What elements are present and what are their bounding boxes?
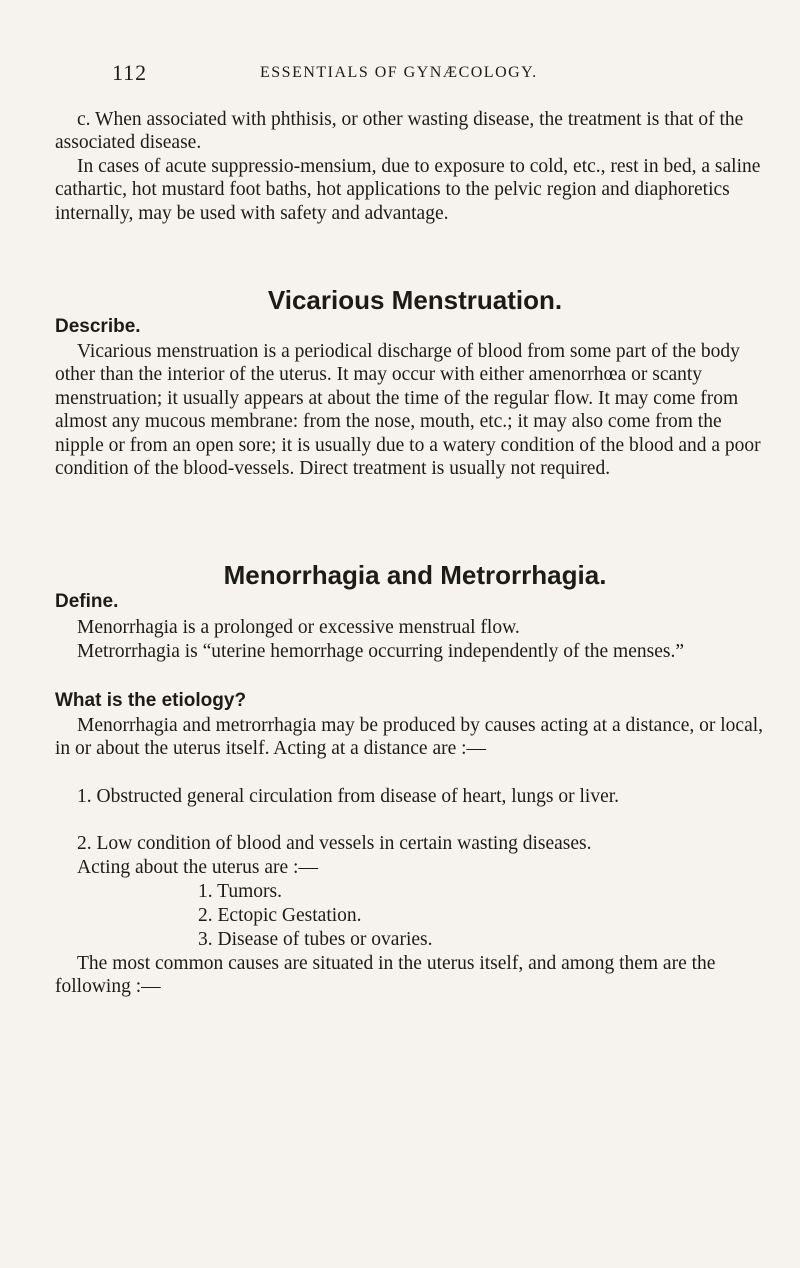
paragraph-wasting-disease: c. When associated with phthisis, or other wasting disease, the treatment is that of the associated disease.	[55, 109, 744, 154]
heading-vicarious-menstruation: Vicarious Menstruation.	[267, 285, 563, 315]
page-number: 112	[112, 60, 148, 85]
cause-uterus-3: 3. Disease of tubes or ovaries.	[198, 929, 433, 950]
heading-menorrhagia: Menorrhagia and Metrorrhagia.	[223, 560, 607, 590]
cause-uterus-1: 1. Tumors.	[198, 881, 282, 902]
paragraph-acute-suppression: In cases of acute suppressio-mensium, due to exposure to cold, etc., rest in bed, a saline cathartic, hot mustard foot baths, hot applications to the pelvic region and diaphoretics internally, may be used with safety and advantage.	[55, 156, 761, 224]
page-header	[112, 60, 712, 84]
question-etiology: What is the etiology?	[55, 690, 247, 711]
cause-distance-2: 2. Low condition of blood and vessels in certain wasting diseases.	[77, 833, 592, 854]
question-define: Define.	[55, 591, 119, 612]
paragraph-vicarious-answer: Vicarious menstruation is a periodical discharge of blood from some part of the body other than the interior of the uterus. It may occur with either amenorrhœa or scanty menstruation; it usually appears at about the time of the regular flow. It may come from almost any mucous membrane: from the nose, mouth, etc.; it may also come from the nipple or from an open sore; it is usually due to a watery condition of the blood and a poor condition of the blood-vessels. Direct treatment is usually not required.	[55, 341, 761, 480]
about-uterus-label: Acting about the uterus are :—	[77, 857, 318, 878]
paragraph-etiology: Menorrhagia and metrorrhagia may be produced by causes acting at a distance, or local, in or about the uterus itself. Acting at a distance are :—	[55, 715, 764, 760]
cause-distance-1: 1. Obstructed general circulation from disease of heart, lungs or liver.	[77, 786, 620, 807]
definition-metrorrhagia: Metrorrhagia is “uterine hemorrhage occurring independently of the menses.”	[77, 641, 684, 662]
definition-menorrhagia: Menorrhagia is a prolonged or excessive menstrual flow.	[77, 617, 520, 638]
running-title: ESSENTIALS OF GYNÆCOLOGY.	[260, 64, 538, 81]
paragraph-closing: The most common causes are situated in the uterus itself, and among them are the following :—	[55, 953, 716, 998]
cause-uterus-2: 2. Ectopic Gestation.	[198, 905, 362, 926]
question-describe: Describe.	[55, 316, 141, 337]
